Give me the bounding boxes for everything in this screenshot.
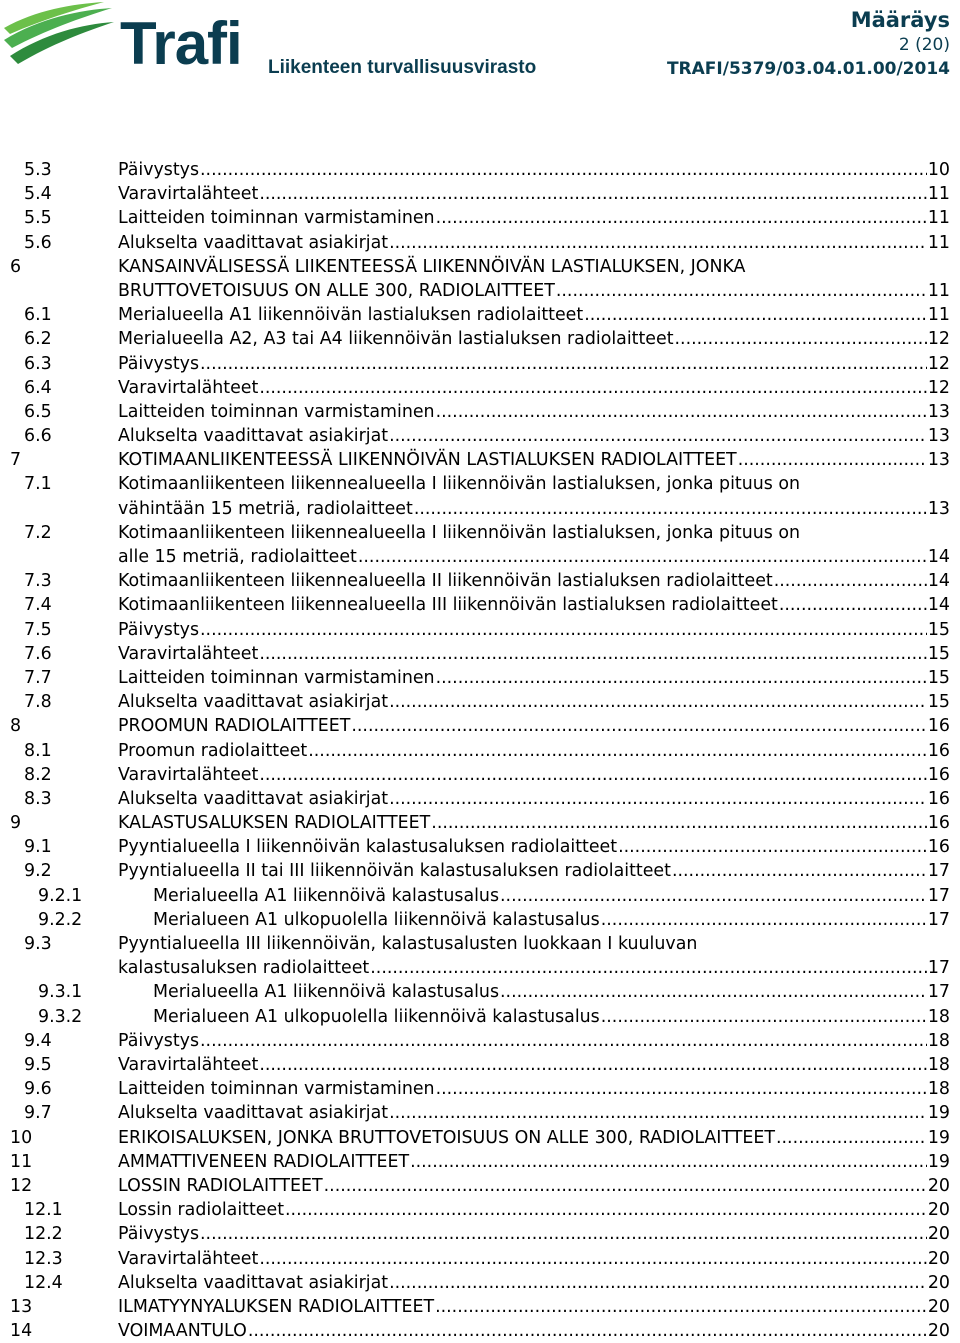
toc-entry-number: 9.2.2 <box>38 909 83 930</box>
toc-leader-dots <box>556 279 927 303</box>
toc-entry[interactable] <box>0 980 960 1004</box>
toc-entry-page: 20 <box>927 1272 950 1293</box>
toc-entry-page: 18 <box>927 1055 950 1075</box>
toc-entry[interactable] <box>0 666 960 690</box>
toc-entry-title: Kotimaanliikenteen liikennealueella II liikennöivän lastialuksen radiolaitteet <box>118 571 773 592</box>
toc-entry-body <box>118 1150 950 1174</box>
toc-entry-number: 7.3 <box>24 571 52 592</box>
toc-entry-page: 11 <box>927 208 950 229</box>
toc-entry-title: vähintään 15 metriä, radiolaitteet <box>118 498 413 519</box>
toc-entry-page: 16 <box>927 788 950 809</box>
toc-entry-title: kalastusaluksen radiolaitteet <box>118 958 370 979</box>
toc-entry[interactable] <box>0 908 960 932</box>
toc-entry-title: Merialueen A1 ulkopuolella liikennöivä kalastusalus <box>153 1006 600 1027</box>
toc-entry-number: 5.3 <box>24 160 52 180</box>
toc-entry-page: 16 <box>927 837 950 858</box>
toc-entry[interactable] <box>0 1077 960 1101</box>
toc-entry-number: 9.3.1 <box>38 982 83 1003</box>
toc-entry-number: 6.1 <box>24 305 52 326</box>
toc-entry-title: KANSAINVÄLISESSÄ LIIKENTEESSÄ LIIKENNÖIVÄN LASTIALUKSEN, JONKA <box>118 256 746 277</box>
toc-entry-body <box>118 1126 950 1150</box>
toc-entry-number: 7.1 <box>24 474 52 495</box>
toc-entry-body <box>118 642 950 666</box>
toc-entry-title: Proomun radiolaitteet <box>118 740 308 761</box>
toc-entry[interactable] <box>0 158 960 182</box>
toc-leader-dots <box>324 1174 927 1198</box>
toc-entry-page: 18 <box>927 1030 950 1051</box>
toc-entry-line <box>118 521 950 545</box>
toc-entry-line <box>118 472 950 496</box>
toc-entry[interactable] <box>0 1029 960 1053</box>
toc-leader-dots <box>389 424 927 448</box>
toc-entry-number: 9.7 <box>24 1103 52 1124</box>
toc-entry-number: 12.4 <box>24 1272 63 1293</box>
toc-leader-dots <box>248 1319 927 1343</box>
toc-entry-body <box>118 1271 950 1295</box>
toc-entry-body <box>118 739 950 763</box>
toc-entry-page: 20 <box>927 1248 950 1269</box>
toc-entry-page: 17 <box>927 861 950 882</box>
toc-entry-number: 12.2 <box>24 1224 63 1245</box>
toc-leader-dots <box>259 642 927 666</box>
toc-entry-number: 14 <box>10 1321 33 1342</box>
toc-entry-line <box>118 932 950 956</box>
toc-entry-body <box>118 448 950 472</box>
toc-entry-title: Merialueella A1 liikennöivä kalastusalus <box>153 982 500 1003</box>
toc-entry-body <box>118 376 950 400</box>
toc-entry-title: Merialueella A1 liikennöivän lastialuksen radiolaitteet <box>118 305 584 326</box>
toc-entry-title: Pyyntialueella I liikennöivän kalastusaluksen radiolaitteet <box>118 837 618 858</box>
toc-entry-body <box>118 1198 950 1222</box>
toc-entry[interactable] <box>0 400 960 424</box>
toc-entry-page: 18 <box>927 1079 950 1100</box>
toc-entry-title: Alukselta vaadittavat asiakirjat <box>118 788 389 809</box>
toc-entry-body <box>153 1005 950 1029</box>
toc-entry-page: 20 <box>927 1175 950 1196</box>
toc-leader-dots <box>672 859 927 883</box>
toc-entry[interactable] <box>0 1222 960 1246</box>
toc-entry-number: 6.3 <box>24 353 52 374</box>
toc-entry-number: 9.4 <box>24 1030 52 1051</box>
toc-entry-body <box>118 231 950 255</box>
toc-entry-title: Pyyntialueella II tai III liikennöivän kalastusaluksen radiolaitteet <box>118 861 671 882</box>
toc-leader-dots <box>436 206 927 230</box>
toc-entry[interactable] <box>0 1295 960 1319</box>
toc-entry-title: Alukselta vaadittavat asiakirjat <box>118 426 389 447</box>
toc-entry-title: Laitteiden toiminnan varmistaminen <box>118 208 435 229</box>
toc-entry-body <box>118 1247 950 1271</box>
toc-entry-number: 7.5 <box>24 619 52 640</box>
toc-leader-dots <box>259 1247 927 1271</box>
toc-entry-body <box>118 666 950 690</box>
toc-entry-title: Varavirtalähteet <box>118 377 259 398</box>
toc-entry[interactable] <box>0 811 960 835</box>
logo-swoosh-icon <box>0 0 120 100</box>
logo-brand-name: Trafi <box>120 10 242 77</box>
toc-entry[interactable] <box>0 206 960 230</box>
toc-entry-line <box>118 545 950 569</box>
toc-leader-dots <box>259 1053 927 1077</box>
toc-entry-number: 9.2 <box>24 861 52 882</box>
toc-entry[interactable] <box>0 448 960 472</box>
page-header <box>0 0 960 100</box>
toc-leader-dots <box>436 1077 927 1101</box>
toc-leader-dots <box>259 182 927 206</box>
toc-entry-title: ILMATYYNYALUKSEN RADIOLAITTEET <box>118 1296 435 1317</box>
toc-entry[interactable] <box>0 327 960 351</box>
toc-entry-number: 9 <box>10 813 22 834</box>
toc-leader-dots <box>285 1198 927 1222</box>
toc-entry-body <box>118 569 950 593</box>
toc-entry-title: Laitteiden toiminnan varmistaminen <box>118 667 435 688</box>
toc-entry-number: 7.7 <box>24 667 52 688</box>
document-reference: TRAFI/5379/03.04.01.00/2014 <box>666 59 950 79</box>
toc-entry-number: 6.4 <box>24 377 52 398</box>
toc-leader-dots <box>200 1222 927 1246</box>
toc-entry[interactable] <box>0 714 960 738</box>
toc-entry-title: Varavirtalähteet <box>118 643 259 664</box>
toc-entry-page: 17 <box>927 958 950 979</box>
toc-leader-dots <box>389 1101 927 1125</box>
toc-entry[interactable] <box>0 352 960 376</box>
toc-entry-title: LOSSIN RADIOLAITTEET <box>118 1175 323 1196</box>
toc-entry[interactable] <box>0 593 960 617</box>
toc-entry-body <box>118 182 950 206</box>
toc-leader-dots <box>776 1126 927 1150</box>
toc-entry-title: ERIKOISALUKSEN, JONKA BRUTTOVETOISUUS ON ALLE 300, RADIOLAITTEET <box>118 1127 775 1148</box>
toc-entry-title: Merialueella A1 liikennöivä kalastusalus <box>153 885 500 906</box>
toc-entry-page: 15 <box>927 692 950 713</box>
toc-entry-body <box>118 690 950 714</box>
toc-entry[interactable] <box>0 787 960 811</box>
toc-entry-title: Alukselta vaadittavat asiakirjat <box>118 1103 389 1124</box>
toc-entry-page: 13 <box>927 426 950 447</box>
toc-entry-number: 9.1 <box>24 837 52 858</box>
toc-entry-title: Kotimaanliikenteen liikennealueella I liikennöivän lastialuksen, jonka pituus on <box>118 522 801 543</box>
toc-entry-title: Päivystys <box>118 1030 200 1051</box>
toc-entry-number: 7.2 <box>24 522 52 543</box>
toc-entry-number: 9.3.2 <box>38 1006 83 1027</box>
toc-entry[interactable] <box>0 521 960 569</box>
toc-entry-title: Alukselta vaadittavat asiakirjat <box>118 232 389 253</box>
toc-entry-page: 17 <box>927 909 950 930</box>
toc-entry-body <box>118 352 950 376</box>
toc-entry-body <box>118 593 950 617</box>
toc-entry-body <box>118 1053 950 1077</box>
toc-entry[interactable] <box>0 1198 960 1222</box>
toc-entry[interactable] <box>0 884 960 908</box>
toc-leader-dots <box>389 787 927 811</box>
toc-entry[interactable] <box>0 1053 960 1077</box>
toc-leader-dots <box>436 666 927 690</box>
toc-entry-title: KALASTUSALUKSEN RADIOLAITTEET <box>118 813 431 834</box>
toc-entry-body <box>118 763 950 787</box>
toc-entry-number: 7.8 <box>24 692 52 713</box>
toc-entry[interactable] <box>0 1271 960 1295</box>
toc-entry-number: 12 <box>10 1175 33 1196</box>
toc-entry[interactable] <box>0 618 960 642</box>
toc-entry[interactable] <box>0 835 960 859</box>
toc-entry-line <box>118 497 950 521</box>
toc-entry-number: 9.6 <box>24 1079 52 1100</box>
toc-entry-title: Pyyntialueella III liikennöivän, kalastusalusten luokkaan I kuuluvan <box>118 934 698 955</box>
toc-leader-dots <box>436 400 927 424</box>
toc-entry-page: 15 <box>927 667 950 688</box>
toc-entry-title: AMMATTIVENEEN RADIOLAITTEET <box>118 1151 410 1172</box>
toc-entry-title: Kotimaanliikenteen liikennealueella III liikennöivän lastialuksen radiolaitteet <box>118 595 778 616</box>
toc-leader-dots <box>774 569 927 593</box>
toc-leader-dots <box>601 1005 927 1029</box>
toc-leader-dots <box>431 811 927 835</box>
toc-leader-dots <box>414 497 927 521</box>
toc-entry-body <box>118 424 950 448</box>
toc-entry-body <box>153 884 950 908</box>
toc-leader-dots <box>618 835 927 859</box>
toc-entry-title: Lossin radiolaitteet <box>118 1200 285 1221</box>
toc-entry[interactable] <box>0 182 960 206</box>
toc-entry-number: 11 <box>10 1151 33 1172</box>
toc-leader-dots <box>389 690 927 714</box>
toc-entry-page: 19 <box>927 1103 950 1124</box>
toc-entry[interactable] <box>0 1126 960 1150</box>
toc-entry-title: Alukselta vaadittavat asiakirjat <box>118 692 389 713</box>
toc-entry-page: 13 <box>927 498 950 519</box>
toc-entry-page: 13 <box>927 401 950 422</box>
toc-entry-page: 10 <box>927 160 950 180</box>
toc-entry-page: 15 <box>927 619 950 640</box>
toc-entry-page: 19 <box>927 1151 950 1172</box>
toc-entry-page: 12 <box>927 353 950 374</box>
toc-entry-body <box>118 303 950 327</box>
toc-entry-page: 16 <box>927 764 950 785</box>
toc-entry-page: 16 <box>927 813 950 834</box>
toc-entry-number: 8.3 <box>24 788 52 809</box>
toc-leader-dots <box>601 908 927 932</box>
toc-entry-number: 13 <box>10 1296 33 1317</box>
toc-entry-page: 18 <box>927 1006 950 1027</box>
toc-entry-title: Laitteiden toiminnan varmistaminen <box>118 401 435 422</box>
page-number: 2 (20) <box>898 35 950 55</box>
toc-entry-title: VOIMAANTULO <box>118 1321 247 1342</box>
toc-entry-page: 20 <box>927 1224 950 1245</box>
toc-entry-page: 12 <box>927 329 950 350</box>
toc-entry-number: 7 <box>10 450 22 471</box>
toc-entry-number: 8 <box>10 716 22 737</box>
toc-entry-page: 20 <box>927 1296 950 1317</box>
toc-leader-dots <box>351 714 927 738</box>
toc-entry-title: BRUTTOVETOISUUS ON ALLE 300, RADIOLAITTEET <box>118 280 555 301</box>
toc-leader-dots <box>675 327 927 351</box>
toc-entry-title: Päivystys <box>118 353 200 374</box>
toc-entry-number: 6.5 <box>24 401 52 422</box>
toc-entry-body <box>118 1029 950 1053</box>
toc-entry-body <box>118 618 950 642</box>
toc-entry-number: 8.1 <box>24 740 52 761</box>
toc-entry-number: 6.6 <box>24 426 52 447</box>
toc-entry-body <box>118 859 950 883</box>
toc-entry[interactable] <box>0 1150 960 1174</box>
toc-entry[interactable] <box>0 303 960 327</box>
toc-entry-body <box>118 835 950 859</box>
toc-leader-dots <box>738 448 927 472</box>
toc-entry-page: 19 <box>927 1127 950 1148</box>
toc-entry-page: 14 <box>927 571 950 592</box>
toc-entry-page: 14 <box>927 547 950 568</box>
toc-entry[interactable] <box>0 569 960 593</box>
toc-entry[interactable] <box>0 231 960 255</box>
toc-entry[interactable] <box>0 1005 960 1029</box>
toc-entry-number: 12.3 <box>24 1248 63 1269</box>
logo-tagline: Liikenteen turvallisuusvirasto <box>268 57 537 78</box>
toc-entry-number: 6 <box>10 256 22 277</box>
toc-entry[interactable] <box>0 690 960 714</box>
toc-entry[interactable] <box>0 1101 960 1125</box>
toc-leader-dots <box>389 231 927 255</box>
toc-entry[interactable] <box>0 642 960 666</box>
toc-entry-body <box>118 811 950 835</box>
toc-entry-body <box>118 1174 950 1198</box>
toc-leader-dots <box>308 739 927 763</box>
toc-entry[interactable] <box>0 859 960 883</box>
toc-entry-title: Päivystys <box>118 619 200 640</box>
toc-entry-line <box>118 279 950 303</box>
toc-entry-number: 7.6 <box>24 643 52 664</box>
toc-entry[interactable] <box>0 255 960 303</box>
toc-entry-page: 11 <box>927 280 950 301</box>
toc-entry-title: Päivystys <box>118 160 200 180</box>
toc-entry-number: 5.4 <box>24 184 52 205</box>
toc-leader-dots <box>410 1150 927 1174</box>
toc-entry-page: 11 <box>927 305 950 326</box>
document-type: Määräys <box>850 8 950 32</box>
toc-entry-body <box>118 1319 950 1343</box>
toc-leader-dots <box>500 884 927 908</box>
toc-entry[interactable] <box>0 1319 960 1343</box>
toc-entry-page: 20 <box>927 1321 950 1342</box>
toc-leader-dots <box>259 763 927 787</box>
toc-leader-dots <box>435 1295 927 1319</box>
toc-entry-title: PROOMUN RADIOLAITTEET <box>118 716 351 737</box>
toc-entry-page: 17 <box>927 885 950 906</box>
toc-entry[interactable] <box>0 376 960 400</box>
toc-leader-dots <box>200 618 927 642</box>
toc-entry-page: 15 <box>927 643 950 664</box>
document-info <box>667 10 950 78</box>
toc-entry-body <box>118 787 950 811</box>
toc-entry-number: 7.4 <box>24 595 52 616</box>
toc-entry-number: 6.2 <box>24 329 52 350</box>
toc-entry-body <box>118 521 950 569</box>
toc-entry[interactable] <box>0 424 960 448</box>
toc-entry-number: 5.5 <box>24 208 52 229</box>
toc-entry-page: 16 <box>927 716 950 737</box>
toc-entry-number: 9.3 <box>24 934 52 955</box>
toc-entry-body <box>153 980 950 1004</box>
toc-entry[interactable] <box>0 763 960 787</box>
toc-entry-number: 9.2.1 <box>38 885 83 906</box>
toc-leader-dots <box>358 545 927 569</box>
toc-entry-title: Merialueen A1 ulkopuolella liikennöivä kalastusalus <box>153 909 600 930</box>
toc-entry-line <box>118 956 950 980</box>
toc-entry-page: 12 <box>927 377 950 398</box>
toc-entry-title: alle 15 metriä, radiolaitteet <box>118 547 357 568</box>
toc-leader-dots <box>389 1271 927 1295</box>
toc-entry-body <box>118 400 950 424</box>
toc-entry-title: Merialueella A2, A3 tai A4 liikennöivän lastialuksen radiolaitteet <box>118 329 674 350</box>
toc-entry[interactable] <box>0 472 960 520</box>
toc-entry-number: 5.6 <box>24 232 52 253</box>
toc-entry-title: Varavirtalähteet <box>118 1055 259 1075</box>
toc-entry-title: Kotimaanliikenteen liikennealueella I liikennöivän lastialuksen, jonka pituus on <box>118 474 801 495</box>
toc-entry-page: 14 <box>927 595 950 616</box>
toc-leader-dots <box>200 352 927 376</box>
toc-entry-body <box>118 472 950 520</box>
toc-leader-dots <box>584 303 927 327</box>
toc-leader-dots <box>259 376 927 400</box>
toc-entry-title: KOTIMAANLIIKENTEESSÄ LIIKENNÖIVÄN LASTIALUKSEN RADIOLAITTEET <box>118 450 737 471</box>
toc-entry-body <box>118 714 950 738</box>
toc-leader-dots <box>200 158 927 182</box>
trafi-logo <box>0 0 560 100</box>
toc-entry-body <box>118 1295 950 1319</box>
toc-entry-body <box>118 206 950 230</box>
toc-entry-number: 9.5 <box>24 1055 52 1075</box>
toc-entry-body <box>118 1077 950 1101</box>
toc-entry[interactable] <box>0 932 960 980</box>
toc-leader-dots <box>370 956 927 980</box>
toc-entry-title: Varavirtalähteet <box>118 184 259 205</box>
table-of-contents <box>0 158 960 1343</box>
toc-entry[interactable] <box>0 1174 960 1198</box>
toc-entry-page: 20 <box>927 1200 950 1221</box>
toc-leader-dots <box>779 593 927 617</box>
toc-entry-page: 11 <box>927 232 950 253</box>
toc-entry-body <box>118 255 950 303</box>
toc-entry-page: 11 <box>927 184 950 205</box>
toc-entry-body <box>153 908 950 932</box>
toc-entry-title: Alukselta vaadittavat asiakirjat <box>118 1272 389 1293</box>
toc-entry-number: 8.2 <box>24 764 52 785</box>
toc-entry-title: Varavirtalähteet <box>118 1248 259 1269</box>
toc-entry-body <box>118 1101 950 1125</box>
toc-entry-number: 10 <box>10 1127 33 1148</box>
toc-entry-page: 13 <box>927 450 950 471</box>
toc-entry-body <box>118 158 950 182</box>
toc-entry[interactable] <box>0 739 960 763</box>
toc-leader-dots <box>200 1029 927 1053</box>
toc-entry-title: Päivystys <box>118 1224 200 1245</box>
toc-entry-body <box>118 1222 950 1246</box>
toc-entry-page: 17 <box>927 982 950 1003</box>
toc-leader-dots <box>500 980 927 1004</box>
toc-entry-number: 12.1 <box>24 1200 63 1221</box>
toc-entry-body <box>118 327 950 351</box>
toc-entry-body <box>118 932 950 980</box>
toc-entry-page: 16 <box>927 740 950 761</box>
toc-entry-line <box>118 255 950 279</box>
toc-entry[interactable] <box>0 1247 960 1271</box>
toc-entry-title: Varavirtalähteet <box>118 764 259 785</box>
toc-entry-title: Laitteiden toiminnan varmistaminen <box>118 1079 435 1100</box>
